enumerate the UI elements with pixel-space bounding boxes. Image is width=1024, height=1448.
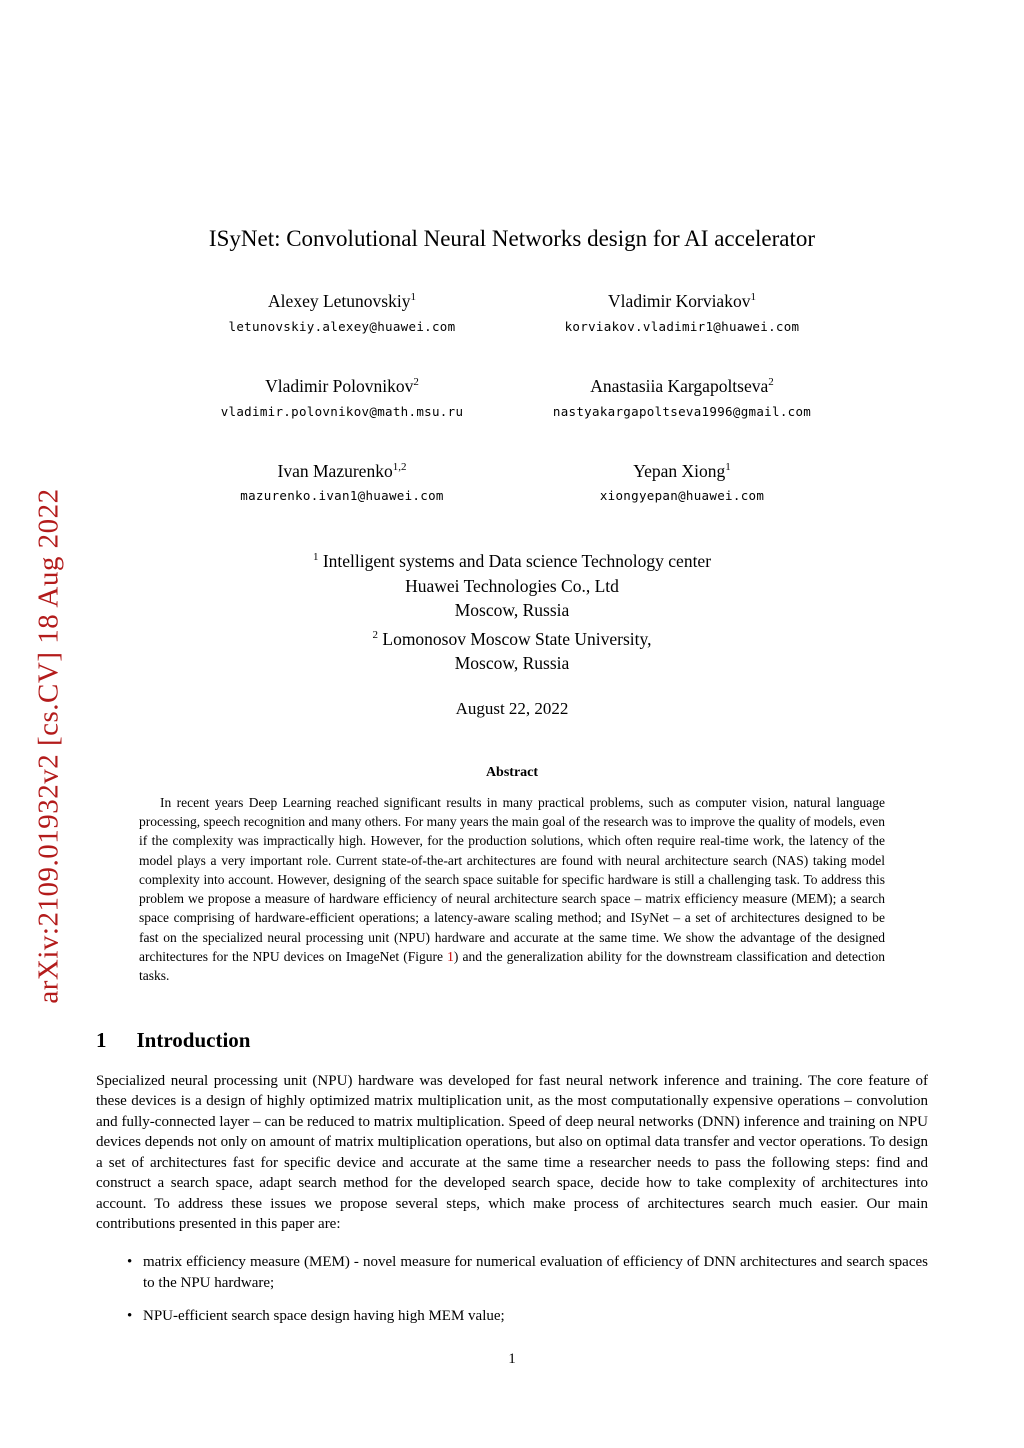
author-block — [172, 371, 512, 419]
author-affiliation-mark: 1 — [750, 291, 756, 303]
author-email: mazurenko.ivan1@huawei.com — [240, 488, 444, 504]
figure-1-link[interactable]: 1 — [447, 949, 454, 965]
author-name-text: Ivan Mazurenko — [277, 460, 393, 481]
author-affiliation-mark: 2 — [413, 375, 419, 388]
author-name — [512, 456, 852, 482]
paper-title: ISyNet: Convolutional Neural Networks design for AI accelerator — [208, 226, 816, 251]
affiliation-line — [96, 598, 928, 623]
authors-grid — [172, 286, 852, 503]
affiliation-line — [96, 651, 928, 676]
author-email: letunovskiy.alexey@huawei.com — [228, 318, 456, 334]
author-name-text: Vladimir Polovnikov — [265, 375, 414, 396]
section-title: Introduction — [136, 1027, 251, 1052]
author-name-text: Yepan Xiong — [633, 460, 726, 481]
list-item: • NPU-efficient search space design having high MEM value; — [143, 1306, 928, 1327]
abstract-text-after-link: ) and the generalization ability for the downstream classification and detection tasks. — [139, 949, 885, 984]
introduction-paragraph: Specialized neural processing unit (NPU) hardware was developed for fast neural network inference and training. The core feature of these devices is a design of highly optimized matrix multiplication unit, as the most computationally expensive operations – convolution and fully-connected layer – can be reduced to matrix multiplication. Speed of deep neural networks (DNN) inference and training on NPU devices depends not only on amount of matrix multiplication operations, but also on optimal data transfer and vector operations. To design a set of architectures fast for specific device and accurate at the same time a researcher needs to pass the following steps: find and construct a search space, adapt search method for the developed search space, decide how to take complexity of architectures into account. To address these issues we propose several steps, which make process of architectures search much easier. Our main contributions presented in this paper are: — [96, 1072, 928, 1233]
affiliation-text: Intelligent systems and Data science Technology center — [318, 551, 712, 572]
section-number: 1 — [96, 1027, 107, 1052]
arxiv-watermark: arXiv:2109.01932v2 [cs.CV] 18 Aug 2022 — [32, 488, 65, 1004]
affiliation-mark: 1 — [312, 551, 319, 564]
author-email: nastyakargapoltseva1996@gmail.com — [552, 403, 812, 419]
author-block — [512, 456, 852, 504]
author-name — [512, 371, 852, 397]
affiliation-text: Huawei Technologies Co., Ltd — [405, 575, 619, 596]
author-name — [172, 371, 512, 397]
author-name — [172, 286, 512, 312]
contributions-list — [96, 1252, 928, 1327]
author-block — [512, 371, 852, 419]
author-name — [512, 286, 852, 312]
abstract-text-before-link: In recent years Deep Learning reached significant results in many practical problems, such as computer vision, natural language processing, speech recognition and many others. For many years the main goal of the research was to improve the quality of models, even if the complexity was impractically high. However, for the production solutions, which often require real-time work, the latency of the model plays a very important role. Current state-of-the-art architectures are found with neural architecture search (NAS) taking model complexity into account. However, designing of the search space suitable for specific hardware is still a challenging task. To address this problem we propose a measure of hardware efficiency of neural architecture search space – matrix efficiency measure (MEM); a search space comprising of hardware-efficient operations; a latency-aware scaling method; and ISyNet – a set of architectures designed to be fast on the specialized neural processing unit (NPU) hardware and accurate at the same time. We show the advantage of the designed architectures for the NPU devices on ImageNet (Figure — [139, 794, 885, 965]
abstract-text — [139, 793, 885, 986]
abstract-heading: Abstract — [485, 764, 539, 780]
affiliation-text: Moscow, Russia — [454, 600, 570, 621]
author-affiliation-mark: 1,2 — [392, 460, 407, 473]
author-name-text: Alexey Letunovskiy — [268, 290, 411, 311]
author-name — [172, 456, 512, 482]
affiliation-line — [96, 574, 928, 599]
affiliations-block — [96, 545, 928, 675]
author-affiliation-mark: 1 — [410, 291, 416, 303]
affiliation-mark: 2 — [372, 628, 378, 641]
author-email: xiongyepan@huawei.com — [599, 488, 765, 504]
author-name-text: Anastasiia Kargapoltseva — [590, 375, 769, 396]
author-affiliation-mark: 2 — [768, 375, 774, 388]
paper-date: August 22, 2022 — [455, 698, 569, 718]
author-email: korviakov.vladimir1@huawei.com — [564, 318, 800, 334]
affiliation-line — [96, 545, 928, 573]
author-block — [512, 286, 852, 334]
author-name-text: Vladimir Korviakov — [608, 290, 751, 311]
affiliation-line — [96, 623, 928, 651]
page-number: 1 — [508, 1351, 516, 1367]
author-affiliation-mark: 1 — [725, 460, 731, 473]
section-heading-introduction — [96, 1028, 928, 1053]
affiliation-text: Lomonosov Moscow State University, — [378, 628, 652, 649]
author-email: vladimir.polovnikov@math.msu.ru — [220, 403, 464, 419]
affiliation-text: Moscow, Russia — [454, 653, 570, 674]
author-block — [172, 456, 512, 504]
list-item: • matrix efficiency measure (MEM) - novel measure for numerical evaluation of efficiency of DNN architectures and search spaces to the NPU hardware; — [143, 1252, 928, 1293]
author-block — [172, 286, 512, 334]
